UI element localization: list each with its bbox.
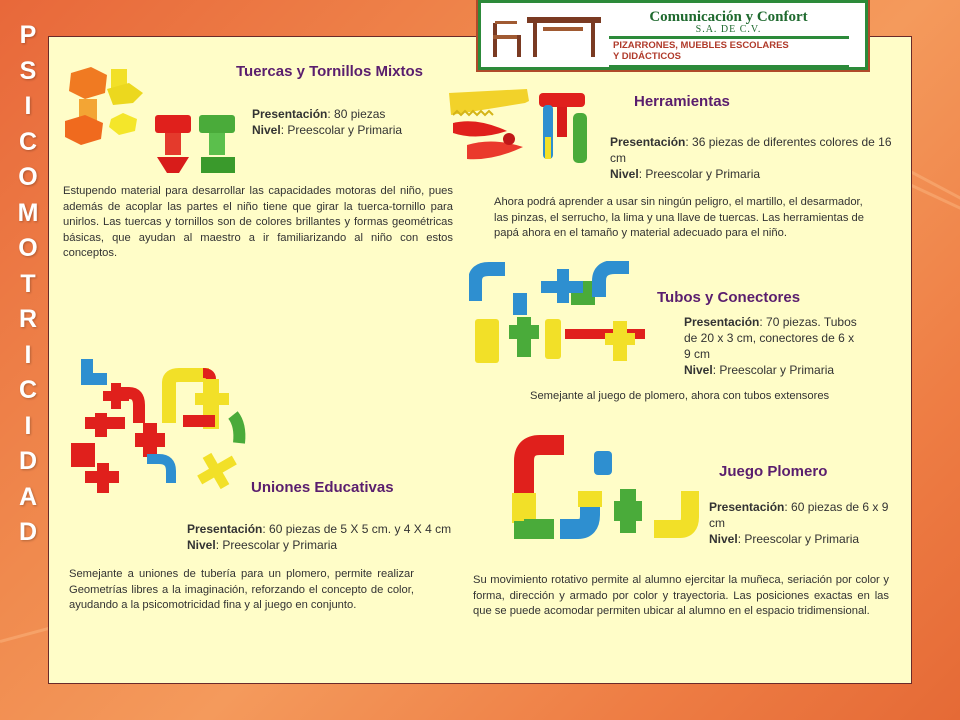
product-title: Tuercas y Tornillos Mixtos [236,63,423,80]
logo-subtitle: S.A. DE C.V. [695,24,762,35]
presentation-value: : 60 piezas de 5 X 5 cm. y 4 X 4 cm [262,522,452,536]
educational-joints-image [63,353,259,501]
presentation-label: Presentación [684,315,760,329]
presentation-label: Presentación [252,107,328,121]
nuts-bolts-image [63,63,243,175]
product-title: Tubos y Conectores [657,289,801,306]
level-value: : Preescolar y Primaria [280,123,403,137]
side-title-letter: P [19,21,37,49]
product-description: Semejante a uniones de tubería para un plomero, permite realizar Geometrías libres a la imaginación, reforzando el concepto de color, ayudando a la psicomotricidad fina y al juego en conjunto. [69,568,414,611]
school-furniture-icon [487,9,605,61]
level-value: : Preescolar y Primaria [737,532,860,546]
side-title-letter: O [18,234,38,262]
side-title [10,18,46,551]
logo-tagline-line: PIZARRONES, MUEBLES ESCOLARES [613,40,789,51]
side-title-letter: D [18,447,38,475]
product-description: Su movimiento rotativo permite al alumno ejercitar la muñeca, seriación por color y forma, dirección y armado por color y trayectoria. Las posiciones exactas en las que se puede acomodar permiten ubicar al alumno en el espacio tridimensional. [473,574,889,617]
level-label: Nivel [187,538,216,552]
presentation-value: : 60 piezas de 6 x 9 cm [709,500,889,530]
level-label: Nivel [684,363,713,377]
side-title-letter: I [24,411,32,440]
logo-title: Comunicación y Confort [649,9,808,25]
side-title-letter: I [24,340,32,369]
level-value: : Preescolar y Primaria [712,363,835,377]
presentation-label: Presentación [709,500,785,514]
product-specs [709,499,889,547]
level-value: : Preescolar y Primaria [638,167,761,181]
level-label: Nivel [610,167,639,181]
side-title-letter: C [18,127,38,156]
product-specs [610,134,900,182]
presentation-value: : 70 piezas. Tubos de 20 x 3 cm, conectores de 6 x 9 cm [684,315,857,361]
presentation-label: Presentación [187,522,263,536]
product-specs [684,314,864,378]
side-title-letter: M [17,198,39,227]
content-panel [48,36,912,684]
presentation-value: : 36 piezas de diferentes colores de 16 cm [610,135,892,165]
side-title-letter: R [18,305,38,333]
level-value: : Preescolar y Primaria [215,538,338,552]
company-logo [478,0,868,70]
logo-tagline [613,40,789,62]
product-description: Ahora podrá aprender a usar sin ningún peligro, el martillo, el desarmador, las pinzas, el serrucho, la lima y una llave de tuercas. Las herramientas de papá ahora en el tamaño y material adecuado para el niño. [494,196,864,239]
side-title-letter: T [20,269,36,298]
side-title-letter: A [18,482,38,511]
tools-image [447,87,605,169]
plumber-set-image [504,433,700,545]
side-title-letter: O [18,163,38,191]
presentation-label: Presentación [610,135,686,149]
product-description: Semejante al juego de plomero, ahora con tubos extensores [530,390,830,402]
level-label: Nivel [252,123,281,137]
tubes-connectors-image [469,261,669,365]
side-title-letter: I [24,92,32,120]
logo-tagline-line: Y DIDÁCTICOS [613,51,681,62]
product-title: Uniones Educativas [251,479,394,496]
product-specs [187,521,457,553]
side-title-letter: D [18,518,38,546]
product-title: Juego Plomero [719,463,828,480]
product-specs [252,106,442,138]
product-title: Herramientas [634,93,730,110]
product-description: Estupendo material para desarrollar las capacidades motoras del niño, pues además de acoplar las partes el niño tiene que girar la tuerca-tornillo para unirlos. Las tuercas y tornillos son de colores brillantes y formas geométricas básicas, que ayudan al maestro a ir familiarizando al niño con estos conceptos. [63,185,453,259]
presentation-value: : 80 piezas [327,107,386,121]
side-title-letter: S [19,56,37,85]
level-label: Nivel [709,532,738,546]
side-title-letter: C [18,376,38,404]
